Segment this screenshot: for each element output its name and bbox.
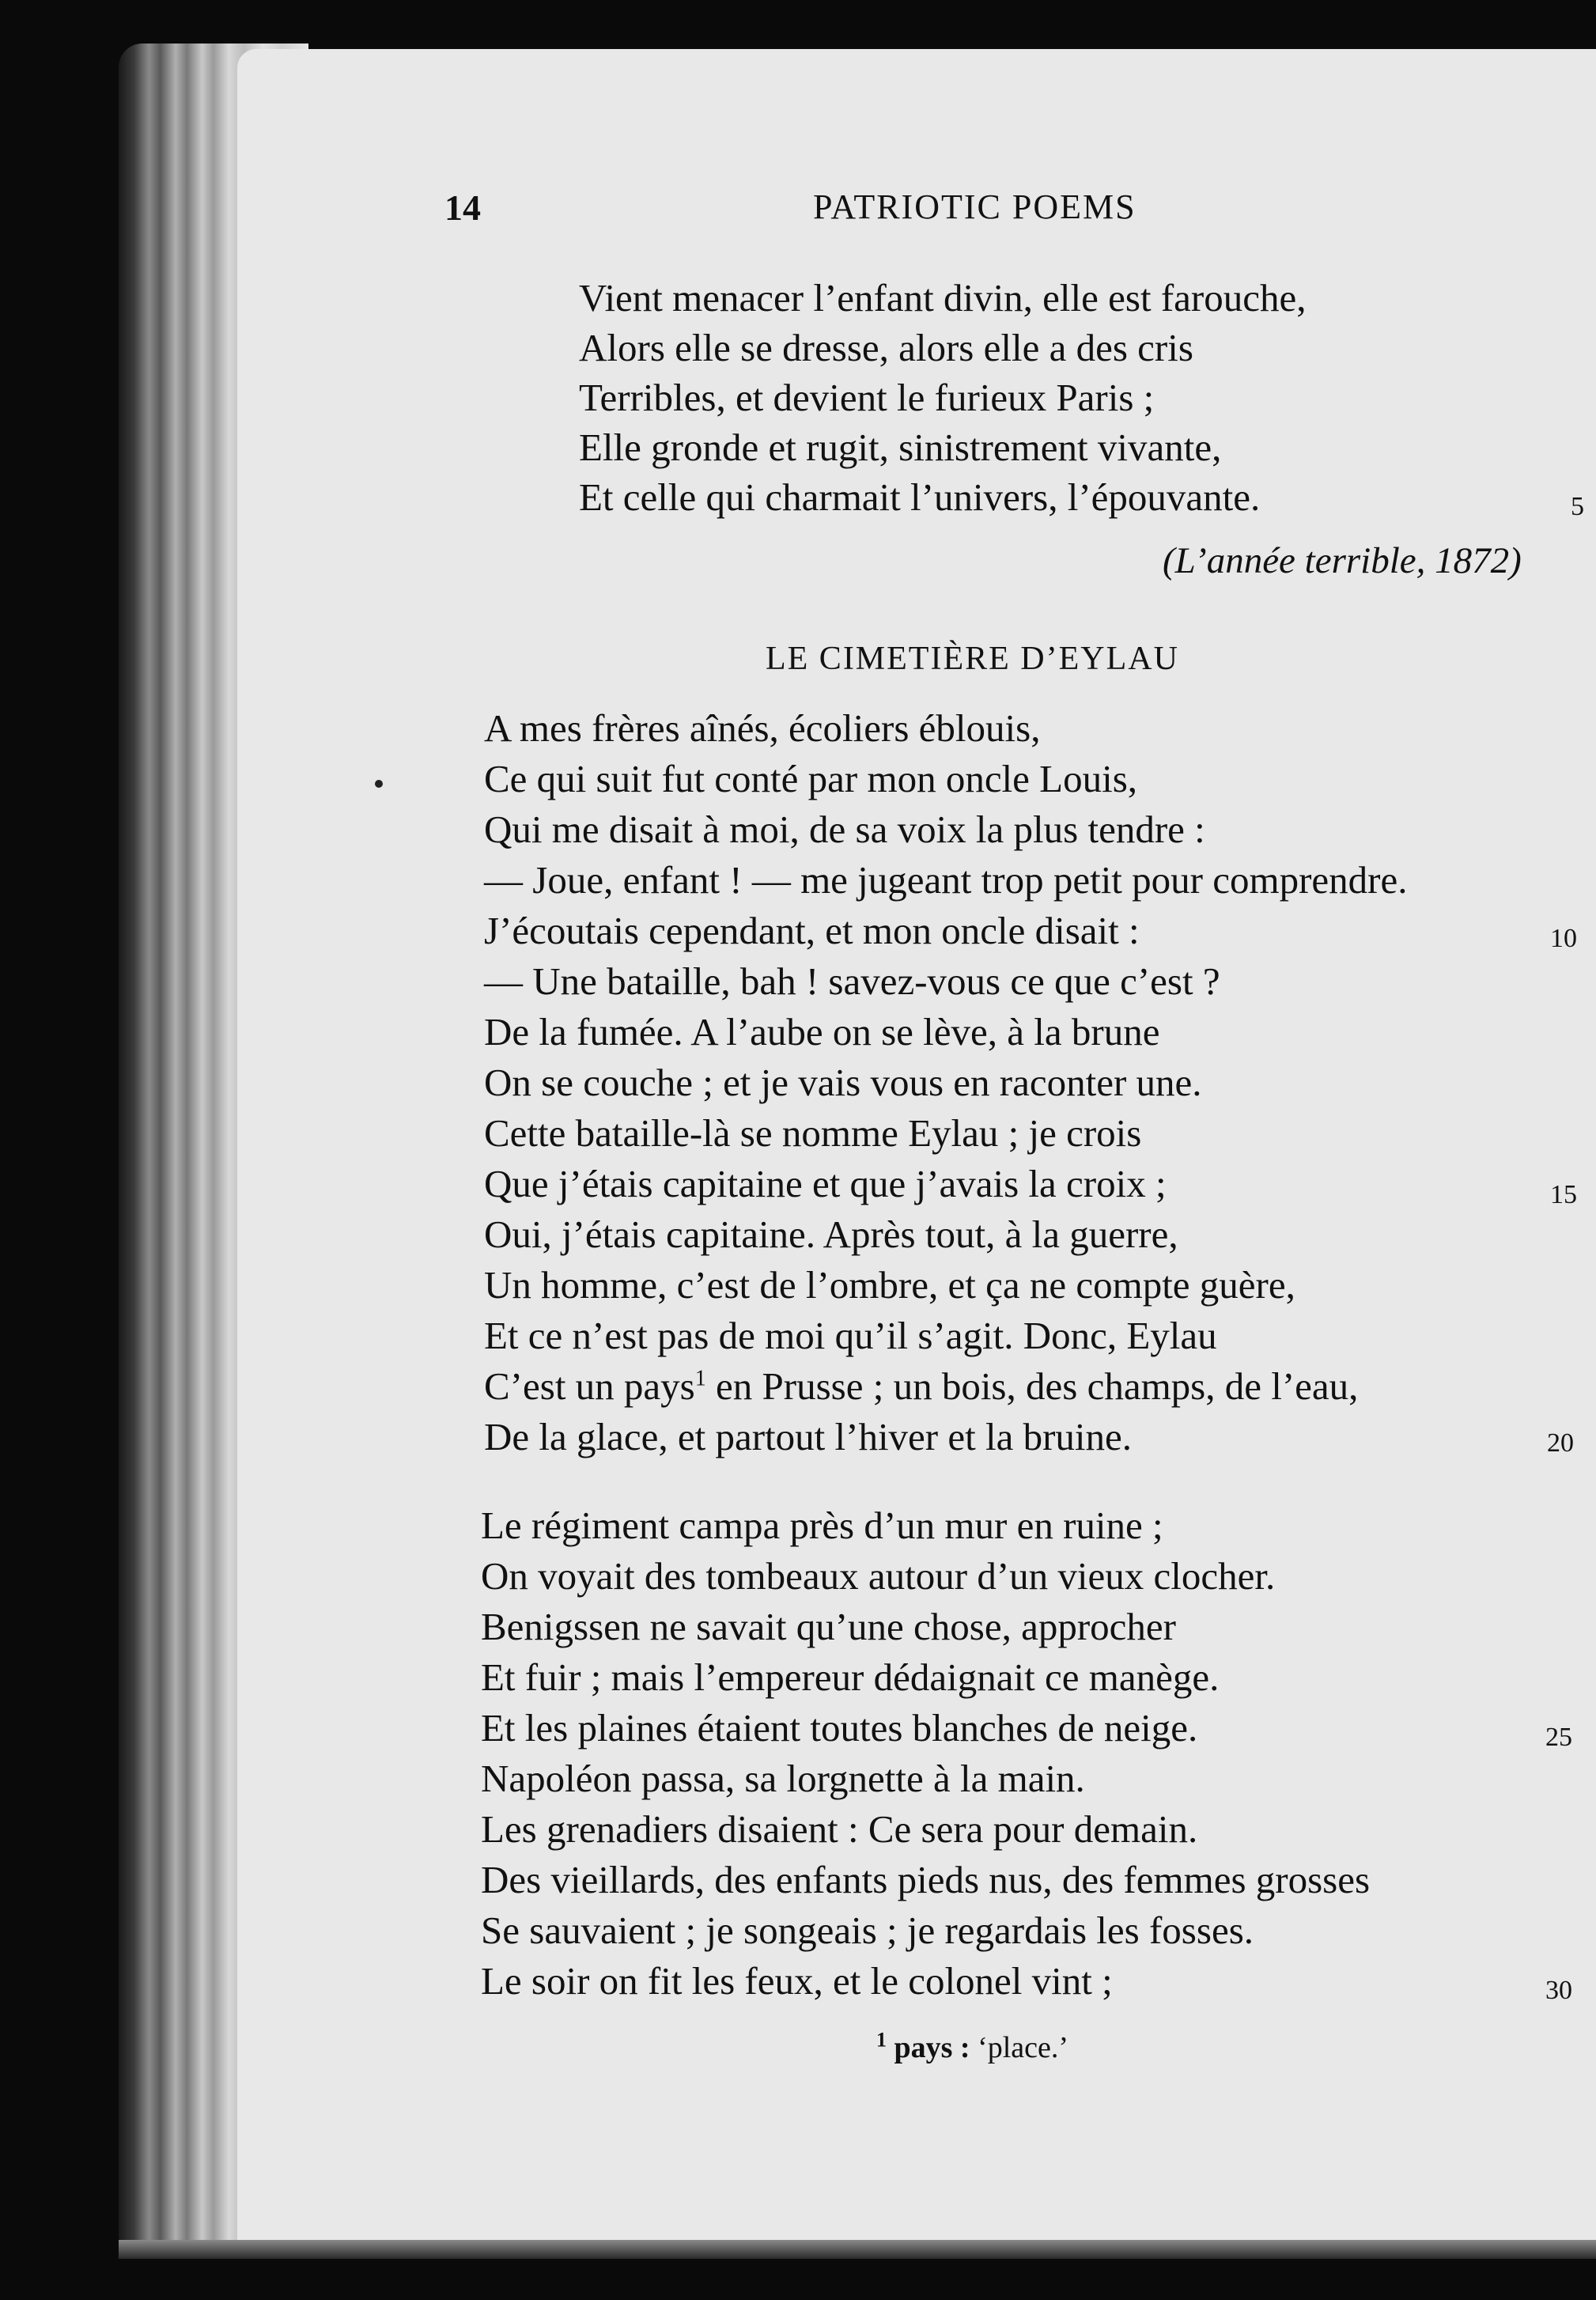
verse-line: A mes frères aînés, écoliers éblouis, (484, 706, 1041, 750)
verse-line: Le régiment campa près d’un mur en ruine ; (481, 1504, 1163, 1547)
page-number: 14 (444, 187, 481, 228)
verse-line: Et fuir ; mais l’empereur dédaignait ce manège. (481, 1655, 1220, 1699)
verse-line: Terribles, et devient le furieux Paris ; (579, 376, 1155, 419)
page-bottom-edge (119, 2240, 1596, 2259)
line-number: 15 (1550, 1180, 1577, 1209)
footnote-gloss: ‘place.’ (970, 2031, 1069, 2064)
line-number: 30 (1545, 1976, 1572, 2005)
verse-line: Le soir on fit les feux, et le colonel vint ; (481, 1959, 1113, 2003)
verse-line: Se sauvaient ; je songeais ; je regardais les fosses. (481, 1908, 1254, 1952)
verse-line: Oui, j’étais capitaine. Après tout, à la guerre, (484, 1212, 1178, 1256)
verse-line: Un homme, c’est de l’ombre, et ça ne compte guère, (484, 1263, 1295, 1307)
verse-line: Et celle qui charmait l’univers, l’épouvante. (579, 475, 1261, 519)
verse-line: Vient menacer l’enfant divin, elle est farouche, (579, 276, 1307, 320)
verse-text: C’est un pays (484, 1364, 695, 1408)
footnote (876, 2028, 1069, 2064)
verse-line: — Joue, enfant ! — me jugeant trop petit pour comprendre. (484, 858, 1408, 902)
verse-line: Elle gronde et rugit, sinistrement vivante, (579, 426, 1222, 469)
verse-line: Des vieillards, des enfants pieds nus, des femmes grosses (481, 1858, 1371, 1901)
verse-line: Que j’étais capitaine et que j’avais la croix ; (484, 1162, 1167, 1205)
verse-line: On voyait des tombeaux autour d’un vieux clocher. (481, 1554, 1276, 1598)
verse-line: Et ce n’est pas de moi qu’il s’agit. Donc, Eylau (484, 1314, 1217, 1357)
line-number: 25 (1545, 1723, 1572, 1752)
verse-line: Alors elle se dresse, alors elle a des cris (579, 326, 1193, 369)
verse-line (484, 1364, 1359, 1408)
footnote-number: 1 (876, 2028, 887, 2052)
verse-line: Benigssen ne savait qu’une chose, approcher (481, 1605, 1176, 1648)
verse-line: Napoléon passa, sa lorgnette à la main. (481, 1757, 1085, 1800)
verse-line: Les grenadiers disaient : Ce sera pour demain. (481, 1807, 1198, 1851)
footnote-word: pays : (894, 2031, 970, 2064)
running-title: PATRIOTIC POEMS (813, 187, 1136, 226)
verse-line: — Une bataille, bah ! savez-vous ce que c’est ? (484, 959, 1220, 1003)
poem-title: LE CIMETIÈRE D’EYLAU (766, 641, 1179, 677)
line-number: 10 (1550, 924, 1577, 953)
verse-line: Cette bataille-là se nomme Eylau ; je crois (484, 1111, 1142, 1155)
verse-line: Et les plaines étaient toutes blanches de neige. (481, 1706, 1198, 1750)
verse-line: Qui me disait à moi, de sa voix la plus tendre : (484, 808, 1205, 851)
footnote-reference: 1 (694, 1366, 706, 1391)
verse-line: De la fumée. A l’aube on se lève, à la brune (484, 1010, 1160, 1054)
verse-line: J’écoutais cependant, et mon oncle disait : (484, 909, 1140, 952)
verse-line: On se couche ; et je vais vous en raconter une. (484, 1061, 1202, 1104)
margin-dot (375, 780, 383, 788)
line-number: 20 (1547, 1428, 1574, 1458)
verse-line: De la glace, et partout l’hiver et la bruine. (484, 1415, 1133, 1458)
line-number: 5 (1571, 492, 1584, 521)
verse-line: Ce qui suit fut conté par mon oncle Louis, (484, 757, 1138, 800)
verse-text: en Prusse ; un bois, des champs, de l’eau, (705, 1364, 1359, 1408)
source-attribution: (L’année terrible, 1872) (1163, 540, 1522, 581)
